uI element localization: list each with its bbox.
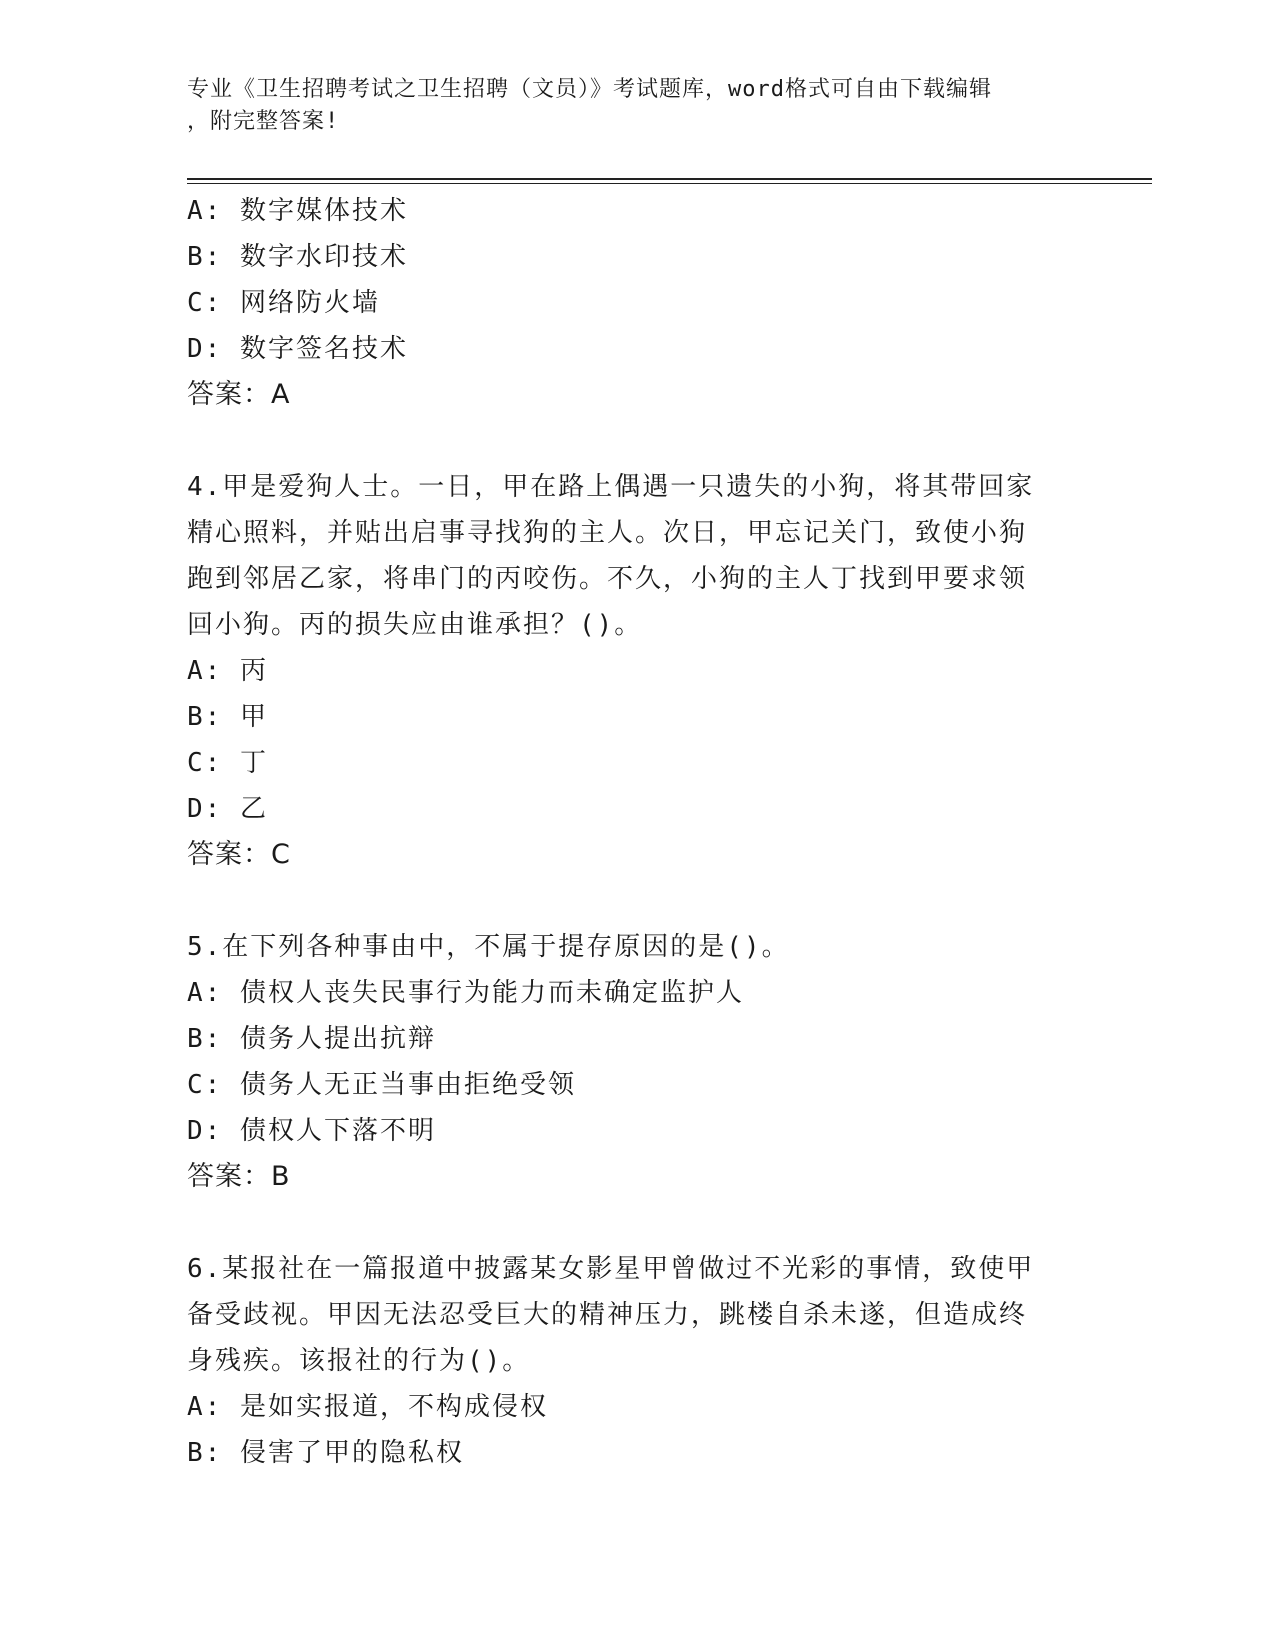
- question-3: [187, 188, 1087, 418]
- header-divider-thin: [187, 183, 1152, 184]
- question-4: [187, 464, 1087, 878]
- option-b: B: 数字水印技术: [187, 242, 408, 272]
- option-c: C: 网络防火墙: [187, 288, 380, 318]
- question-text-line: 4.甲是爱狗人士。一日，甲在路上偶遇一只遗失的小狗，将其带回家: [187, 472, 1035, 502]
- answer-line: 答案：B: [187, 1161, 291, 1192]
- option-b: B: 侵害了甲的隐私权: [187, 1438, 464, 1468]
- header-line-1: 专业《卫生招聘考试之卫生招聘（文员）》考试题库，word格式可自由下载编辑: [187, 77, 992, 102]
- option-a: A: 数字媒体技术: [187, 196, 408, 226]
- spacer: [187, 1200, 1087, 1246]
- document-header: [187, 74, 1067, 138]
- question-text-line: 5.在下列各种事由中，不属于提存原因的是()。: [187, 932, 790, 962]
- option-a: A: 债权人丧失民事行为能力而未确定监护人: [187, 978, 744, 1008]
- answer-line: 答案：C: [187, 839, 291, 870]
- option-d: D: 债权人下落不明: [187, 1116, 436, 1146]
- question-text: [187, 464, 1067, 648]
- option-a: A: 丙: [187, 656, 268, 686]
- question-text-line: 回小狗。丙的损失应由谁承担？()。: [187, 610, 643, 640]
- option-a: A: 是如实报道，不构成侵权: [187, 1392, 548, 1422]
- question-text-line: 跑到邻居乙家，将串门的丙咬伤。不久，小狗的主人丁找到甲要求领: [187, 564, 1028, 594]
- answer-line: 答案：A: [187, 379, 291, 410]
- question-text-line: 身残疾。该报社的行为()。: [187, 1346, 531, 1376]
- spacer: [187, 418, 1087, 464]
- question-text-line: 6.某报社在一篇报道中披露某女影星甲曾做过不光彩的事情，致使甲: [187, 1254, 1035, 1284]
- option-c: C: 丁: [187, 748, 268, 778]
- question-6: [187, 1246, 1087, 1476]
- option-d: D: 数字签名技术: [187, 334, 408, 364]
- question-text-line: 备受歧视。甲因无法忍受巨大的精神压力，跳楼自杀未遂，但造成终: [187, 1300, 1028, 1330]
- question-text-line: 精心照料，并贴出启事寻找狗的主人。次日，甲忘记关门，致使小狗: [187, 518, 1028, 548]
- option-b: B: 债务人提出抗辩: [187, 1024, 436, 1054]
- question-text: [187, 924, 1067, 970]
- question-5: [187, 924, 1087, 1200]
- question-text: [187, 1246, 1067, 1384]
- header-line-2: ，附完整答案!: [187, 109, 340, 134]
- option-c: C: 债务人无正当事由拒绝受领: [187, 1070, 576, 1100]
- option-b: B: 甲: [187, 702, 268, 732]
- header-divider-thick: [187, 178, 1152, 180]
- option-d: D: 乙: [187, 794, 268, 824]
- question-list: [187, 188, 1087, 1476]
- spacer: [187, 878, 1087, 924]
